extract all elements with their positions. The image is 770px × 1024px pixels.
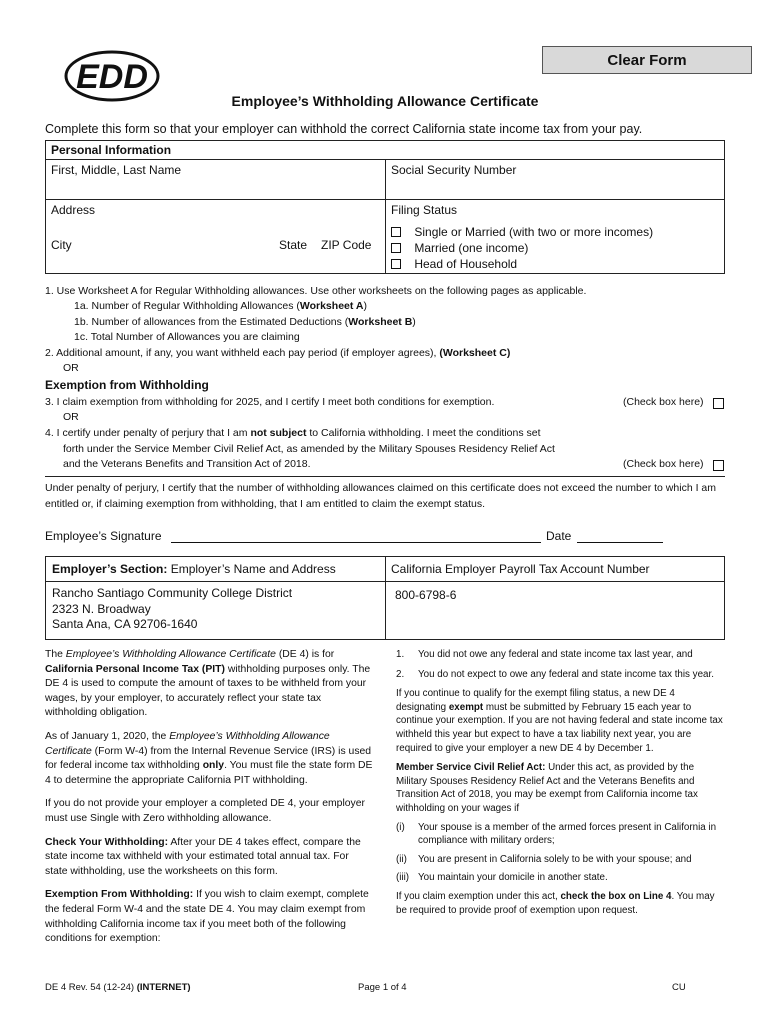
paragraph: Exemption From Withholding: If you wish to claim exempt, complete the federal Form W-4 and the state DE 4. You may claim exempt from withholding California income tax if you meet both of the following conditions for exemption:: [45, 889, 369, 945]
checkbox[interactable]: [391, 243, 401, 253]
line-4-cont-1: forth under the Service Member Civil Relief Act, as amended by the Military Spouses Residency Relief Act: [63, 443, 555, 455]
line-1a[interactable]: 1a. Number of Regular Withholding Allowances (Worksheet A): [74, 300, 367, 312]
intro-text: Complete this form so that your employer can withhold the correct California state income tax from your pay.: [45, 122, 643, 136]
line-1b[interactable]: 1b. Number of allowances from the Estimated Deductions (Worksheet B): [74, 316, 416, 328]
paragraph: If you claim exemption under this act, check the box on Line 4. You may be required to provide proof of exemption upon request.: [396, 890, 715, 916]
date-line[interactable]: [577, 542, 663, 543]
filing-option-married[interactable]: Married (one income): [391, 241, 528, 255]
employer-section: [45, 556, 725, 640]
instructions-left-column: [45, 648, 373, 956]
paragraph: If you continue to qualify for the exempt filing status, a new DE 4 designating exempt must be submitted by February 15 each year to continue your exemption. If you are not having federal and state income tax withheld this year but expect to have a tax liability next year, you are required to give your employer a new DE 4 by December 1.: [396, 688, 723, 754]
line-1c[interactable]: 1c. Total Number of Allowances you are claiming: [74, 331, 300, 343]
date-label: Date: [546, 529, 572, 543]
line-3: 3. I claim exemption from withholding for 2025, and I certify I meet both conditions for exemption.: [45, 396, 495, 408]
or-text: OR: [63, 362, 79, 374]
filing-option-single[interactable]: Single or Married (with two or more incomes): [391, 225, 653, 239]
line-3-checkbox[interactable]: [713, 398, 724, 409]
account-number-label: California Employer Payroll Tax Account Number: [391, 562, 650, 576]
line-2[interactable]: 2. Additional amount, if any, you want withheld each pay period (if employer agrees), (Worksheet C): [45, 347, 511, 359]
footer-page-number: Page 1 of 4: [358, 982, 407, 993]
signature-label: Employee’s Signature: [45, 529, 162, 543]
paragraph: As of January 1, 2020, the Employee’s Withholding Allowance Certificate (Form W-4) from the Internal Revenue Service (IRS) is used for federal income tax withholding only. You must file the state form DE 4 to determine the appropriate California PIT withholding.: [45, 730, 373, 786]
paragraph: The Employee’s Withholding Allowance Certificate (DE 4) is for California Personal Income Tax (PIT) withholding purposes only. The DE 4 is used to compute the amount of taxes to be withheld from your wages, by your employer, to accurately reflect your state tax withholding obligation.: [45, 649, 371, 719]
form-title: Employee’s Withholding Allowance Certificate: [231, 93, 539, 109]
state-field-label[interactable]: State: [279, 238, 308, 252]
condition-i: (i) Your spouse is a member of the armed forces present in California in compliance with military orders;: [396, 821, 717, 847]
exemption-heading: Exemption from Withholding: [45, 378, 209, 392]
city-field-label[interactable]: City: [51, 238, 72, 252]
line-4: 4. I certify under penalty of perjury that I am not subject to California withholding. I meet the conditions set: [45, 427, 541, 439]
personal-info-section: [45, 140, 725, 274]
svg-text:EDD: EDD: [76, 58, 148, 96]
ssn-field-label[interactable]: Social Security Number: [391, 163, 517, 177]
signature-line[interactable]: [171, 542, 541, 543]
perjury-statement: Under penalty of perjury, I certify that the number of withholding allowances claimed on this certificate does not exceed the number to which I am entitled or, if claiming exemption from withholding, that I am entitled to claim the exempt status.: [45, 482, 716, 510]
footer-form-id: DE 4 Rev. 54 (12-24) (INTERNET): [45, 982, 191, 993]
instructions-right-column: [396, 648, 724, 917]
footer-code: CU: [672, 982, 686, 993]
paragraph: Check Your Withholding: After your DE 4 takes effect, compare the state income tax withheld with your estimated total annual tax. For state withholding, use the worksheets on this form.: [45, 836, 361, 877]
paragraph: If you do not provide your employer a completed DE 4, your employer must use Single with Zero withholding allowance.: [45, 798, 365, 824]
account-number-value[interactable]: 800-6798-6: [395, 588, 457, 602]
line-4-checkbox[interactable]: [713, 460, 724, 471]
filing-status-label: Filing Status: [391, 203, 458, 217]
line-4-check-label: (Check box here): [623, 458, 704, 470]
name-field-label[interactable]: First, Middle, Last Name: [51, 163, 182, 177]
condition-ii: (ii) You are present in California solely to be with your spouse; and: [396, 853, 692, 865]
filing-option-head-of-household[interactable]: Head of Household: [391, 257, 517, 271]
condition-1: 1. You did not owe any federal and state income tax last year, and: [396, 649, 693, 660]
checkbox[interactable]: [391, 227, 401, 237]
personal-info-heading: Personal Information: [51, 143, 172, 157]
address-field-label[interactable]: Address: [51, 203, 96, 217]
line-1: 1. Use Worksheet A for Regular Withholding allowances. Use other worksheets on the following pages as applicable.: [45, 285, 587, 297]
employer-section-label: Employer’s Section: Employer’s Name and Address: [52, 562, 336, 576]
line-4-cont-2: and the Veterans Benefits and Transition Act of 2018.: [63, 458, 311, 470]
paragraph: Member Service Civil Relief Act: Under this act, as provided by the Military Spouses Residency Relief Act and the Veterans Benefits and Transition Act of 2018, you may be exempt from California income tax withholding on your wages if: [396, 762, 698, 814]
employer-name-address[interactable]: Rancho Santiago Community College District 2323 N. Broadway Santa Ana, CA 92706-1640: [52, 586, 293, 631]
zip-field-label[interactable]: ZIP Code: [321, 238, 372, 252]
condition-2: 2. You do not expect to owe any federal and state income tax this year.: [396, 668, 714, 680]
or-text: OR: [63, 411, 79, 423]
checkbox[interactable]: [391, 259, 401, 269]
condition-iii: (iii) You maintain your domicile in another state.: [396, 872, 608, 884]
clear-form-button[interactable]: Clear Form: [542, 46, 752, 74]
line-3-check-label: (Check box here): [623, 396, 704, 408]
